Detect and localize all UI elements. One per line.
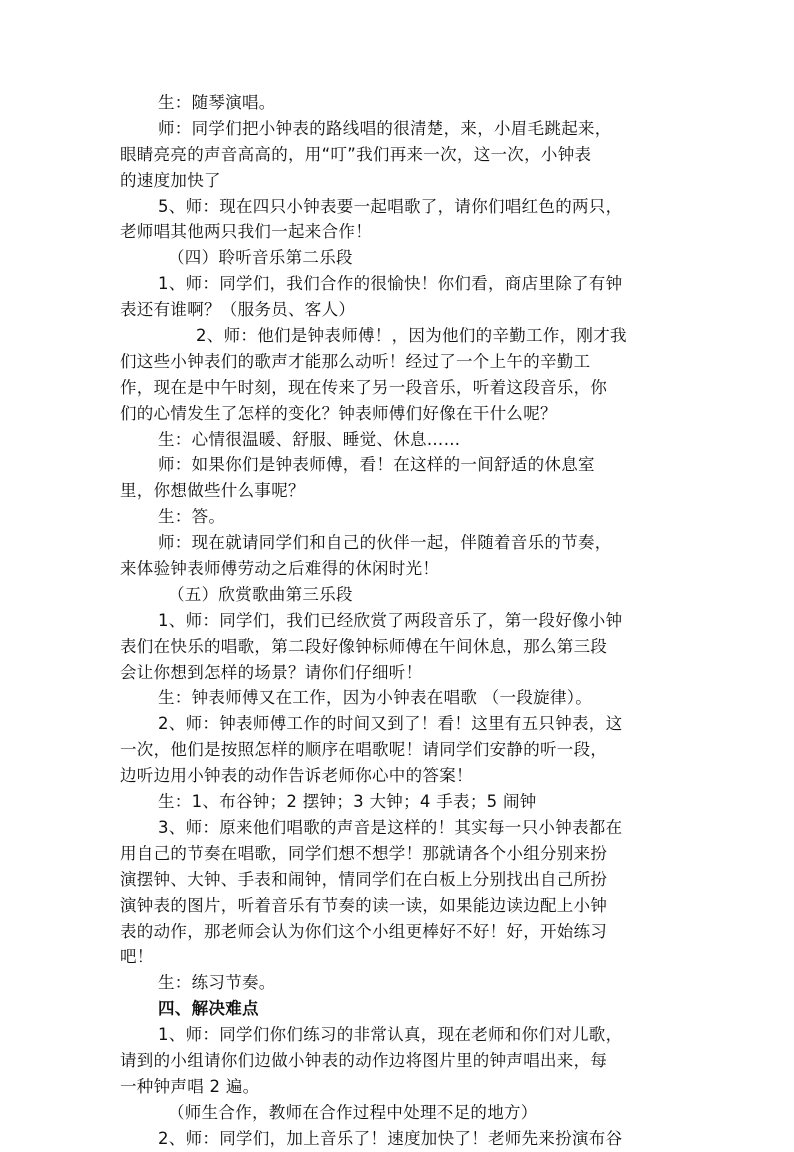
text-line: 用自己的节奏在唱歌，同学们想不想学！那就请各个小组分别来扮 <box>120 843 608 863</box>
text-line: 请到的小组请你们边做小钟表的动作边将图片里的钟声唱出来，每 <box>120 1050 608 1070</box>
text-line: 生：随琴演唱。 <box>158 93 276 112</box>
text-line: 的速度加快了 <box>120 170 221 190</box>
text-line: （师生合作，教师在合作过程中处理不足的地方） <box>168 1102 538 1122</box>
text-line: 老师唱其他两只我们一起来合作！ <box>120 222 372 242</box>
text-line: 一次，他们是按照怎样的顺序在唱歌呢！请同学们安静的听一段， <box>120 740 608 760</box>
text-line: 边听边用小钟表的动作告诉老师你心中的答案！ <box>120 766 473 786</box>
text-line: 里，你想做些什么事呢？ <box>120 481 305 501</box>
text-line: 们这些小钟表们的歌声才能那么动听！经过了一个上午的辛勤工 <box>120 351 591 371</box>
text-line: 1、师：同学们，我们合作的很愉快！你们看，商店里除了有钟 <box>158 274 623 294</box>
section-heading: （四）聆听音乐第二乐段 <box>168 248 353 268</box>
text-line: 师：现在就请同学们和自己的伙伴一起，伴随着音乐的节奏， <box>158 533 612 553</box>
text-line: 师：如果你们是钟表师傅，看！在这样的一间舒适的休息室 <box>158 455 595 475</box>
section-heading: 四、解决难点 <box>158 999 259 1019</box>
text-line: 生：心情很温暖、舒服、睡觉、休息…… <box>158 429 461 449</box>
section-heading: （五）欣赏歌曲第三乐段 <box>168 584 353 604</box>
text-line: 吧！ <box>120 947 154 967</box>
text-line: 演钟表的图片，听着音乐有节奏的读一读，如果能边读边配上小钟 <box>120 895 608 915</box>
text-line: 一种钟声唱 2 遍。 <box>120 1076 260 1096</box>
text-line: 眼睛亮亮的声音高高的，用“叮”我们再来一次，这一次，小钟表 <box>120 144 592 164</box>
text-line: 1、师：同学们你们练习的非常认真，现在老师和你们对儿歌， <box>158 1025 623 1045</box>
text-line: 2、师：他们是钟表师傅！，因为他们的辛勤工作，刚才我 <box>196 326 627 346</box>
text-line: 生：答。 <box>158 507 226 527</box>
text-line: 2、师：钟表师傅工作的时间又到了！看！这里有五只钟表，这 <box>158 714 623 734</box>
document-body <box>120 90 680 1152</box>
text-line: 3、师：原来他们唱歌的声音是这样的！其实每一只小钟表都在 <box>158 817 623 837</box>
text-line: 生：练习节奏。 <box>158 973 276 993</box>
text-line: 演摆钟、大钟、手表和闹钟，情同学们在白板上分别找出自己所扮 <box>120 869 608 889</box>
text-line: 5、师：现在四只小钟表要一起唱歌了，请你们唱红色的两只， <box>158 196 623 216</box>
text-line: 师：同学们把小钟表的路线唱的很清楚，来，小眉毛跳起来， <box>158 118 612 138</box>
text-line: 来体验钟表师傅劳动之后难得的休闲时光！ <box>120 559 440 579</box>
text-line: 1、师：同学们，我们已经欣赏了两段音乐了，第一段好像小钟 <box>158 610 623 630</box>
text-line: 表的动作，那老师会认为你们这个小组更棒好不好！好，开始练习 <box>120 921 608 941</box>
text-line: 生：钟表师傅又在工作，因为小钟表在唱歌 （一段旋律）。 <box>158 688 593 708</box>
text-line: 作，现在是中午时刻，现在传来了另一段音乐，听着这段音乐，你 <box>120 377 608 397</box>
text-line: 生：1、布谷钟；2 摆钟；3 大钟；4 手表；5 闹钟 <box>158 792 537 812</box>
text-line: 们的心情发生了怎样的变化？钟表师傅们好像在干什么呢？ <box>120 403 557 423</box>
text-line: 会让你想到怎样的场景？请你们仔细听！ <box>120 662 423 682</box>
text-line: 2、师：同学们，加上音乐了！速度加快了！老师先来扮演布谷 <box>158 1128 623 1148</box>
text-line: 表还有谁啊？（服务员、客人） <box>120 300 356 320</box>
text-line: 表们在快乐的唱歌，第二段好像钟标师傅在午间休息，那么第三段 <box>120 636 608 656</box>
